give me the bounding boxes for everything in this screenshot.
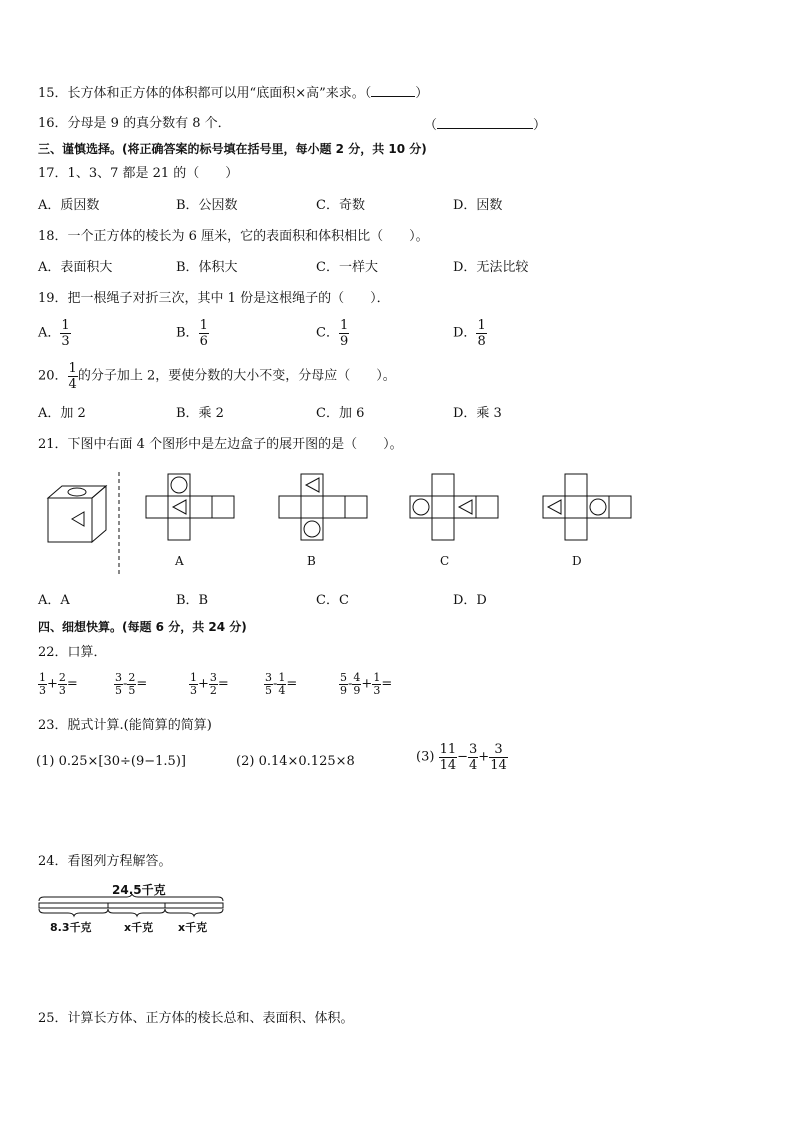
q18-option-d[interactable]: D．无法比较 xyxy=(453,260,529,275)
segment-label-2: x千克 xyxy=(124,921,154,934)
net-c xyxy=(410,474,498,540)
net-b xyxy=(279,474,367,540)
q24-text: 24．看图列方程解答。 xyxy=(38,854,172,869)
q19-option-c[interactable]: C． $\frac{1}{9}$ xyxy=(316,318,349,349)
q22-text: 22．口算． xyxy=(38,645,107,660)
total-weight-label: 24.5千克 xyxy=(112,883,166,897)
q21-option-c[interactable]: C．C xyxy=(316,593,349,608)
q20-option-b[interactable]: B．乘 2 xyxy=(176,406,224,421)
cube-icon xyxy=(48,486,106,542)
q22-item-2: $\frac{3}{5}$ - $\frac{2}{5}$ = xyxy=(115,671,148,697)
q17-option-b[interactable]: B．公因数 xyxy=(176,198,238,213)
q16-answer-blank[interactable] xyxy=(437,116,533,129)
q23-part-1: (1) 0.25×[30÷(9−1.5)] xyxy=(36,754,186,769)
q20-option-c[interactable]: C．加 6 xyxy=(316,406,365,421)
q19-option-b[interactable]: B． $\frac{1}{6}$ xyxy=(176,318,208,349)
q20-option-a[interactable]: A．加 2 xyxy=(38,406,86,421)
q19-text: 19．把一根绳子对折三次，其中 1 份是这根绳子的（ ）． xyxy=(38,291,390,306)
q22-item-1: $\frac{1}{3}$ + $\frac{2}{3}$ = xyxy=(39,671,78,697)
fraction: $\frac{1}{3}$ xyxy=(61,318,70,349)
net-d xyxy=(543,474,631,540)
segment-label-1: 8.3千克 xyxy=(50,921,92,934)
q17-option-c[interactable]: C．奇数 xyxy=(316,198,365,213)
q22-item-5: $\frac{5}{9}$ - $\frac{4}{9}$ + $\frac{1}{3}$ = xyxy=(340,671,393,697)
q25-text: 25．计算长方体、正方体的棱长总和、表面积、体积。 xyxy=(38,1011,354,1026)
segment-label-3: x千克 xyxy=(178,921,208,934)
q21-option-a[interactable]: A．A xyxy=(38,593,70,608)
q17-text: 17．1、3、7 都是 21 的（ ） xyxy=(38,166,239,181)
q21-text: 21．下图中右面 4 个图形中是左边盒子的展开图的是（ ）。 xyxy=(38,437,403,452)
q19-option-a[interactable]: A． $\frac{1}{3}$ xyxy=(38,318,70,349)
net-a-label: A xyxy=(175,554,184,568)
q22-item-3: $\frac{1}{3}$ + $\frac{3}{2}$ = xyxy=(190,671,229,697)
q19-option-d[interactable]: D． $\frac{1}{8}$ xyxy=(453,318,486,349)
q20: 20． $\frac{1}{4}$ 的分子加上 2，要使分数的大小不变，分母应（ ）。 xyxy=(38,361,396,392)
q20-option-d[interactable]: D．乘 3 xyxy=(453,406,502,421)
net-a xyxy=(146,474,234,540)
q21-figure xyxy=(30,464,650,580)
q23-part-2: (2) 0.14×0.125×8 xyxy=(236,754,355,769)
q16-text: 16．分母是 9 的真分数有 8 个． xyxy=(38,116,231,131)
q17-option-a[interactable]: A．质因数 xyxy=(38,198,100,213)
net-d-label: D xyxy=(572,554,582,568)
q18-option-c[interactable]: C．一样大 xyxy=(316,260,378,275)
section-3-heading: 三、谨慎选择。(将正确答案的标号填在括号里，每小题 2 分，共 10 分) xyxy=(38,142,427,156)
fraction: $\frac{1}{4}$ xyxy=(68,361,77,392)
q18-option-a[interactable]: A．表面积大 xyxy=(38,260,113,275)
q15: 15．长方体和正方体的体积都可以用“底面积×高”来求。（ ） xyxy=(38,86,429,101)
section-4-heading: 四、细想快算。(每题 6 分，共 24 分) xyxy=(38,620,247,634)
q18-text: 18．一个正方体的棱长为 6 厘米，它的表面积和体积相比（ ）。 xyxy=(38,229,429,244)
q23-text: 23．脱式计算.(能简算的简算) xyxy=(38,718,212,733)
q16-answer: （ ） xyxy=(424,118,547,133)
q17-option-d[interactable]: D．因数 xyxy=(453,198,503,213)
q18-option-b[interactable]: B．体积大 xyxy=(176,260,238,275)
fraction: $\frac{1}{9}$ xyxy=(339,318,349,349)
q15-text: 15．长方体和正方体的体积都可以用“底面积×高”来求。（ xyxy=(38,86,372,101)
segment-diagram xyxy=(36,894,228,920)
q15-answer-blank[interactable] xyxy=(371,84,415,97)
q21-option-d[interactable]: D．D xyxy=(453,593,487,608)
net-c-label: C xyxy=(440,554,450,568)
q23-part-3: (3) $\frac{11}{14}$ − $\frac{3}{4}$ + $\frac{3}{14}$ xyxy=(416,742,507,773)
fraction: $\frac{1}{8}$ xyxy=(477,318,486,349)
q21-option-b[interactable]: B．B xyxy=(176,593,209,608)
fraction: $\frac{1}{6}$ xyxy=(199,318,208,349)
q22-item-4: $\frac{3}{5}$ - $\frac{1}{4}$ = xyxy=(265,671,298,697)
net-b-label: B xyxy=(307,554,316,568)
